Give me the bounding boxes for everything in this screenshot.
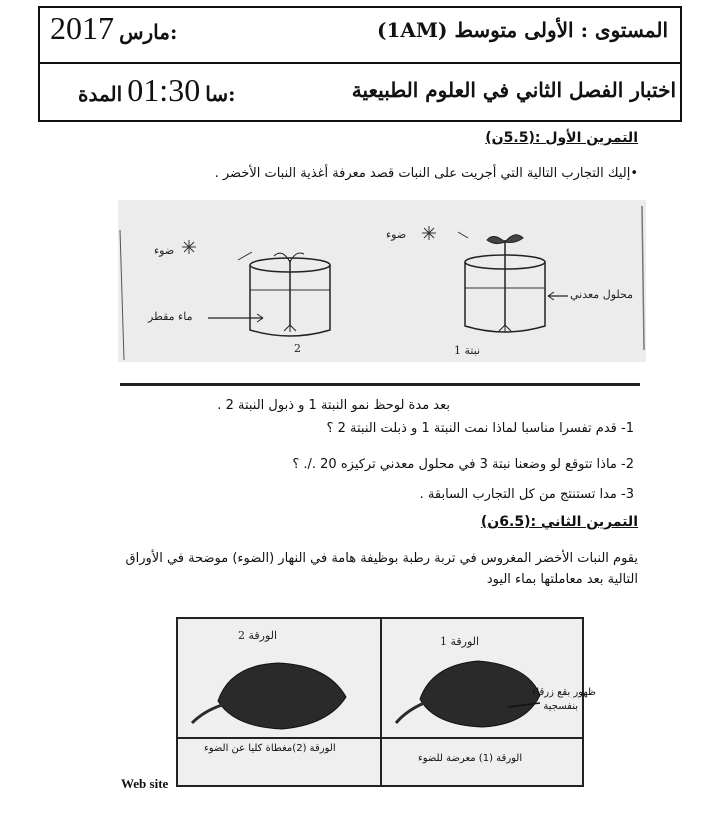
solution-label: محلول معدني bbox=[570, 288, 634, 301]
leaf2-title: الورقة 2 bbox=[238, 629, 278, 642]
leaf-caption-divider bbox=[178, 737, 582, 739]
exam-title: اختبار الفصل الثاني في العلوم الطبيعية bbox=[351, 78, 676, 102]
exercise1-question-1: 1- قدم تفسرا مناسبا لماذا نمت النبتة 1 و ذبلت النبتة 2 ؟ bbox=[326, 421, 634, 436]
leaf-2-shape bbox=[192, 663, 346, 729]
separator-line bbox=[120, 383, 640, 386]
plant-experiment-drawing bbox=[118, 200, 646, 362]
date-label: مارس: bbox=[119, 20, 178, 44]
leaf2-caption: الورقة (2)مغطاة كليا عن الضوء bbox=[204, 743, 336, 754]
exercise1-question-2: 2- ماذا تتوقع لو وضعنا نبتة 3 في محلول معدني تركيزه 20 ./. ؟ bbox=[292, 457, 634, 472]
water-label: ماء مقطر bbox=[148, 310, 193, 323]
leaf1-caption: الورقة (1) معرضة للضوء bbox=[418, 753, 523, 764]
spots-label-line2: بنفسجية bbox=[543, 701, 578, 712]
exercise1-intro: •إليك التجارب التالية التي أجريت على النبات قصد معرفة أغذية النبات الأخضر . bbox=[214, 166, 638, 181]
plant-experiment-figure bbox=[118, 200, 646, 362]
exercise1-observation: بعد مدة لوحظ نمو النبتة 1 و ذبول النبتة 2 . bbox=[217, 398, 450, 413]
date-block bbox=[50, 10, 177, 47]
exercise2-title: التمرين الثاني :(6.5ن) bbox=[480, 514, 638, 530]
light-label-left: ضوء bbox=[154, 244, 175, 257]
sun-icon-right bbox=[422, 226, 436, 240]
level-label: المستوى : الأولى متوسط (1AM) bbox=[376, 18, 668, 42]
leaf-experiment-figure bbox=[176, 617, 596, 787]
exam-year: 2017 bbox=[50, 10, 114, 46]
duration-label: المدة: bbox=[78, 82, 236, 106]
duration-value: 01:30 bbox=[127, 72, 201, 108]
light-label-right: ضوء bbox=[386, 228, 407, 241]
exercise1-question-3: 3- مدا تستنتج من كل التجارب السابقة . bbox=[419, 487, 634, 502]
spots-label-line1: ظهور بقع زرقاء bbox=[531, 687, 596, 698]
leaf-1-shape bbox=[396, 661, 540, 727]
website-footer: Web site bbox=[121, 776, 169, 791]
duration-unit: سا bbox=[205, 82, 229, 106]
duration-block bbox=[78, 72, 236, 109]
plant2-number: 2 bbox=[294, 342, 301, 355]
leaf1-title: الورقة 1 bbox=[440, 635, 480, 648]
sun-icon-left bbox=[182, 240, 196, 254]
plant1-label: نبتة 1 bbox=[454, 344, 481, 357]
header-divider bbox=[38, 62, 682, 64]
exercise2-text-line2: التالية بعد معاملتها بماء اليود bbox=[486, 572, 638, 587]
exercise2-text-line1: يقوم النبات الأخضر المغروس في تربة رطبة بوظيفة هامة في النهار (الضوء) موضحة في الأوراق bbox=[125, 551, 638, 566]
exercise1-title: التمرين الأول :(5.5ن) bbox=[485, 130, 638, 146]
